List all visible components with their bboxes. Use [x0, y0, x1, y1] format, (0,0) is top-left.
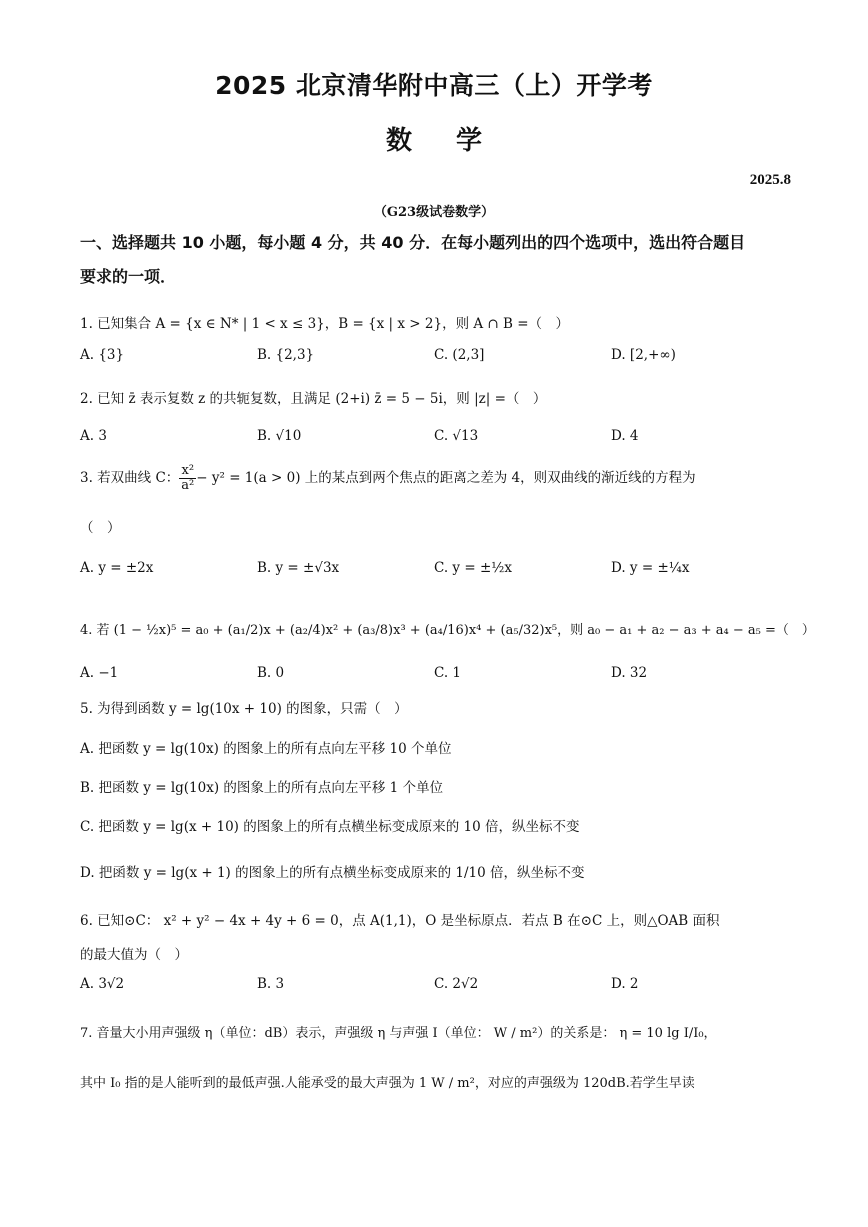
question-6-stem-line2: 的最大值为（ ） [80, 947, 188, 963]
question-7-line1: 7. 音量大小用声强级 η（单位：dB）表示，声强级 η 与声强 I（单位： W / m²）的关系是： η = 10 lg I/I₀， [80, 1026, 717, 1041]
question-6-option-c: C. 2√2 [434, 976, 479, 992]
question-1-stem: 1. 已知集合 A = {x ∈ N* | 1 < x ≤ 3}，B = {x | x > 2}，则 A ∩ B =（ ） [80, 316, 570, 332]
paper-code: （G23级试卷数学） [373, 205, 495, 220]
question-3-option-a: A. y = ±2x [80, 560, 154, 576]
question-4-option-c: C. 1 [434, 665, 462, 681]
question-7-line2: 其中 I₀ 指的是人能听到的最低声强.人能承受的最大声强为 1 W / m²，对应的声强级为 120dB.若学生早读 [80, 1076, 695, 1091]
question-3-stem-part3: （ ） [80, 520, 121, 536]
question-6-stem-line1: 6. 已知⊙C： x² + y² − 4x + 4y + 6 = 0，点 A(1,1)，O 是坐标原点．若点 B 在⊙C 上，则△OAB 面积 [80, 913, 720, 929]
question-3-option-b: B. y = ±√3x [257, 560, 340, 576]
section-heading-line1: 一、选择题共 10 小题，每小题 4 分，共 40 分．在每小题列出的四个选项中，选出符合题目 [80, 233, 746, 252]
question-1-option-a: A. {3} [80, 347, 125, 363]
question-4-stem: 4. 若 (1 − ½x)⁵ = a₀ + (a₁/2)x + (a₂/4)x² + (a₃/8)x³ + (a₄/16)x⁴ + (a₅/32)x⁵，则 a₀ − a₁ + a₂ − a₃ + a₄ − a₅ =（ ） [80, 623, 815, 638]
question-3-fraction [179, 464, 196, 493]
question-3-stem [80, 464, 696, 493]
question-3-option-c: C. y = ±½x [434, 560, 512, 576]
question-3-stem-part2: − y² = 1(a > 0) 上的某点到两个焦点的距离之差为 4，则双曲线的渐近线的方程为 [196, 470, 696, 486]
question-3-fraction-denominator: a² [181, 478, 195, 493]
question-4-option-a: A. −1 [80, 665, 119, 681]
question-6-option-a: A. 3√2 [80, 976, 125, 992]
question-2-option-b: B. √10 [257, 428, 302, 444]
exam-title: 2025 北京清华附中高三（上）开学考 [215, 71, 653, 100]
question-4-option-b: B. 0 [257, 665, 285, 681]
section-heading-line2: 要求的一项． [80, 267, 177, 286]
question-5-option-c: C. 把函数 y = lg(x + 10) 的图象上的所有点横坐标变成原来的 10 倍，纵坐标不变 [80, 819, 580, 835]
exam-date: 2025.8 [749, 172, 791, 188]
question-2-option-d: D. 4 [611, 428, 639, 444]
question-5-option-b: B. 把函数 y = lg(10x) 的图象上的所有点向左平移 1 个单位 [80, 780, 444, 796]
question-3-option-d: D. y = ±¼x [611, 560, 690, 576]
question-3-stem-part1: 3. 若双曲线 C： [80, 470, 180, 486]
question-2-stem: 2. 已知 z̄ 表示复数 z 的共轭复数，且满足 (2+i) z̄ = 5 − 5i，则 |z| =（ ） [80, 391, 547, 407]
question-5-option-d: D. 把函数 y = lg(x + 1) 的图象上的所有点横坐标变成原来的 1/10 倍，纵坐标不变 [80, 865, 585, 881]
question-3-fraction-numerator: x² [179, 464, 196, 479]
question-6-option-d: D. 2 [611, 976, 639, 992]
question-1-option-c: C. (2,3] [434, 347, 485, 363]
question-5-stem: 5. 为得到函数 y = lg(10x + 10) 的图象，只需（ ） [80, 701, 408, 717]
question-2-option-c: C. √13 [434, 428, 479, 444]
question-1-option-b: B. {2,3} [257, 347, 315, 363]
subject-title: 数学 [385, 126, 526, 156]
question-5-option-a: A. 把函数 y = lg(10x) 的图象上的所有点向左平移 10 个单位 [80, 741, 452, 757]
question-1-option-d: D. [2,+∞) [611, 347, 676, 363]
question-6-option-b: B. 3 [257, 976, 285, 992]
question-4-option-d: D. 32 [611, 665, 648, 681]
question-2-option-a: A. 3 [80, 428, 107, 444]
